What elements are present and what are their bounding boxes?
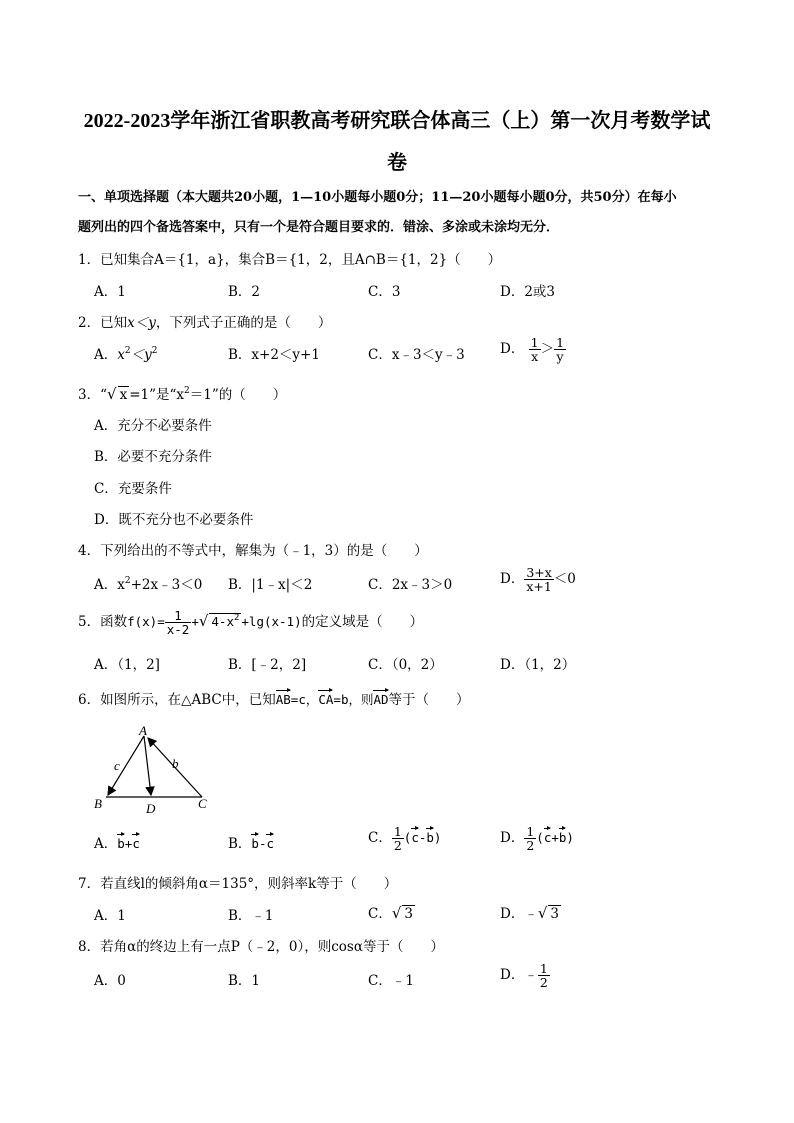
frac-den: x+1 [526,579,552,595]
q7-option-a: A．1 [94,908,126,924]
vertex-a-label: A [139,723,147,738]
q4-option-d-post: ＜0 [553,571,576,588]
q4-option-a-pre: A．x [94,577,125,593]
frac-num: 1 [165,609,192,623]
q4-stem: 4．下列给出的不等式中，解集为（﹣1，3）的是（ ） [78,543,428,559]
vec: b [559,826,567,845]
vec: b [251,832,259,851]
q6-stem [78,688,470,708]
q3-option-c: C．充要条件 [94,481,172,497]
op: - [418,830,427,846]
q2-option-c: C．x﹣3＜y﹣3 [368,347,465,363]
section-heading-line1: 一、单项选择题（本大题共20小题，1—10小题每小题0分；11—20小题每小题0分，共50分）在每小 [78,190,677,205]
vec: b [426,826,434,845]
frac-den: x [531,349,539,365]
q3-option-b: B．必要不充分条件 [94,449,212,465]
q5-radicand-exp: 2 [233,613,240,624]
sqrt-icon: √ [391,904,402,922]
q5-option-c: C．（0，2） [368,657,443,673]
side-b-label: b [172,756,179,771]
paren: ( [536,830,544,846]
q5-plus: + [191,614,199,630]
frac-den: x-2 [166,622,190,638]
q6-vec-ad: AD [373,688,388,707]
q6-triangle-figure [86,722,226,818]
frac-num: 3+x [526,565,552,580]
point-d-label: D [146,801,156,816]
sqrt-icon: √ [537,904,548,922]
doc-title-line2: 卷 [387,152,407,174]
q3-exp: 2 [184,386,190,396]
q5-fx: f(x)= [127,614,165,630]
q5-radicand-text: 4-x [211,614,234,630]
frac-num: 1 [393,824,402,839]
q2-option-a-exp1: 2 [124,346,131,356]
q3-option-a: A．充分不必要条件 [94,418,212,434]
q8-stem: 8．若角α的终边上有一点P（﹣2，0），则cosα等于（ ） [78,939,444,955]
frac-num: 1 [530,335,539,350]
q5-lg: +lg(x-1) [241,614,302,630]
q1-stem: 1．已知集合A＝{1，a}，集合B＝{1，2，且A∩B＝{1，2}（ ） [78,252,502,268]
vec: c [132,832,140,851]
q2-option-d-gt: ＞ [540,341,555,358]
q6-option-c-label: C． [368,830,392,847]
q3-post: ＝1”的（ ） [189,387,287,403]
section-heading-line2: 题列出的四个备选答案中，只有一个是符合题目要求的．错涂、多涂或未涂均无分． [78,220,560,235]
q4-option-d-label: D． [500,571,525,588]
q2-option-d-label: D． [500,341,525,358]
q3-radicand: x [119,387,128,403]
q2-option-a-mid: ＜y [130,347,152,363]
q5-option-b: B．[﹣2，2] [228,657,307,673]
q3-mid: =1”是“x [129,387,185,403]
q2-option-d-frac2 [554,336,566,363]
q4-option-c: C．2x﹣3＞0 [368,577,453,593]
q7-option-d-label: D．﹣ [500,906,538,922]
vec: c [266,832,274,851]
q3-option-d: D．既不充分也不必要条件 [94,512,254,528]
q6-option-d-label: D． [500,830,525,847]
q4-option-a-exp: 2 [124,576,131,586]
q8-option-d-label: D．﹣ [500,967,538,984]
q8-option-c: C．﹣1 [368,973,414,989]
q6-option-c-frac [392,825,404,852]
q4-option-a-post: +2x﹣3＜0 [130,577,203,593]
q6-option-a [94,832,140,852]
q5-pre: 5．函数 [78,614,128,631]
q6-post: 等于（ ） [388,692,470,708]
q6-pre: 6．如图所示，在△ABC中，已知 [78,692,276,708]
q6-vec-ca: CA [318,688,333,707]
paren: ) [433,830,442,846]
q6-option-d-frac [524,825,536,852]
q4-option-d [500,566,576,593]
op: + [551,830,559,846]
q5-stem [78,609,423,636]
vec: b [117,832,125,851]
q5-post: 的定义域是（ ） [301,614,424,631]
q6-eq1: =c， [290,692,319,707]
q1-option-b: B．2 [228,284,261,300]
q6-option-b [228,832,274,852]
q7-option-c-label: C． [368,906,392,922]
op: + [124,836,133,851]
frac-num: 1 [526,824,535,839]
q8-option-d [500,962,550,989]
q7-option-d-radicand: 3 [550,906,559,922]
q2-option-a-x: x [117,347,125,363]
sqrt-icon: √ [198,612,209,631]
q2-stem-post: ，下列式子正确的是（ ） [155,315,332,331]
q2-option-b: B．x+2＜y+1 [228,347,320,363]
q5-option-d: D．（1，2） [500,657,576,673]
frac-num: 1 [539,961,548,976]
frac-num: 1 [556,335,565,350]
q8-option-b: B．1 [228,973,261,989]
frac-den: 2 [526,838,535,854]
q1-option-a: A．1 [94,284,126,300]
q5-radicand [209,613,241,629]
q3-pre: 3．“ [78,387,107,403]
q7-option-c [368,902,415,922]
frac-den: y [556,349,564,365]
vertex-b-label: B [94,796,102,811]
paren: ) [566,830,574,846]
q2-option-d [500,336,566,363]
vec: c [411,826,419,845]
sqrt-icon: √ [107,385,117,403]
q6-option-d [500,825,574,852]
q2-option-a [94,343,157,363]
q6-eq2: =b，则 [333,692,374,707]
q2-option-a-exp2: 2 [151,346,158,356]
q7-option-d [500,902,561,922]
q8-option-d-frac [538,962,550,989]
q7-option-b: B．﹣1 [228,908,274,924]
q4-option-a [94,573,202,593]
q6-option-a-label: A． [94,836,118,852]
paren: ( [403,830,412,846]
vertex-c-label: C [198,796,207,811]
q5-frac [165,609,192,636]
q2-option-d-frac1 [529,336,541,363]
q3-stem [78,383,286,403]
q6-vec-ab: AB [276,688,291,707]
q4-option-b: B．|1﹣x|＜2 [228,577,313,593]
q2-option-a-label: A． [94,347,118,363]
q6-option-c [368,825,441,852]
q6-option-b-label: B． [228,836,252,852]
q2-stem [78,311,331,331]
vector-ad-arrow [144,736,151,795]
op: - [258,836,267,851]
q5-option-a: A．（1，2] [94,657,160,673]
side-c-label: c [114,758,120,773]
q8-option-a: A．0 [94,973,126,989]
q2-stem-pre: 2．已知 [78,315,128,331]
q4-option-d-frac [524,566,553,593]
doc-title-line1: 2022-2023学年浙江省职教高考研究联合体高三（上）第一次月考数学试 [83,110,711,132]
q1-option-d: D．2或3 [500,284,556,300]
frac-den: 2 [539,975,548,991]
frac-den: 2 [393,838,402,854]
q7-option-c-radicand: 3 [404,906,413,922]
q2-stem-var: x＜y [127,315,156,331]
q1-option-c: C．3 [368,284,401,300]
q7-stem: 7．若直线l的倾斜角α＝135°，则斜率k等于（ ） [78,876,398,892]
vec: c [544,826,552,845]
